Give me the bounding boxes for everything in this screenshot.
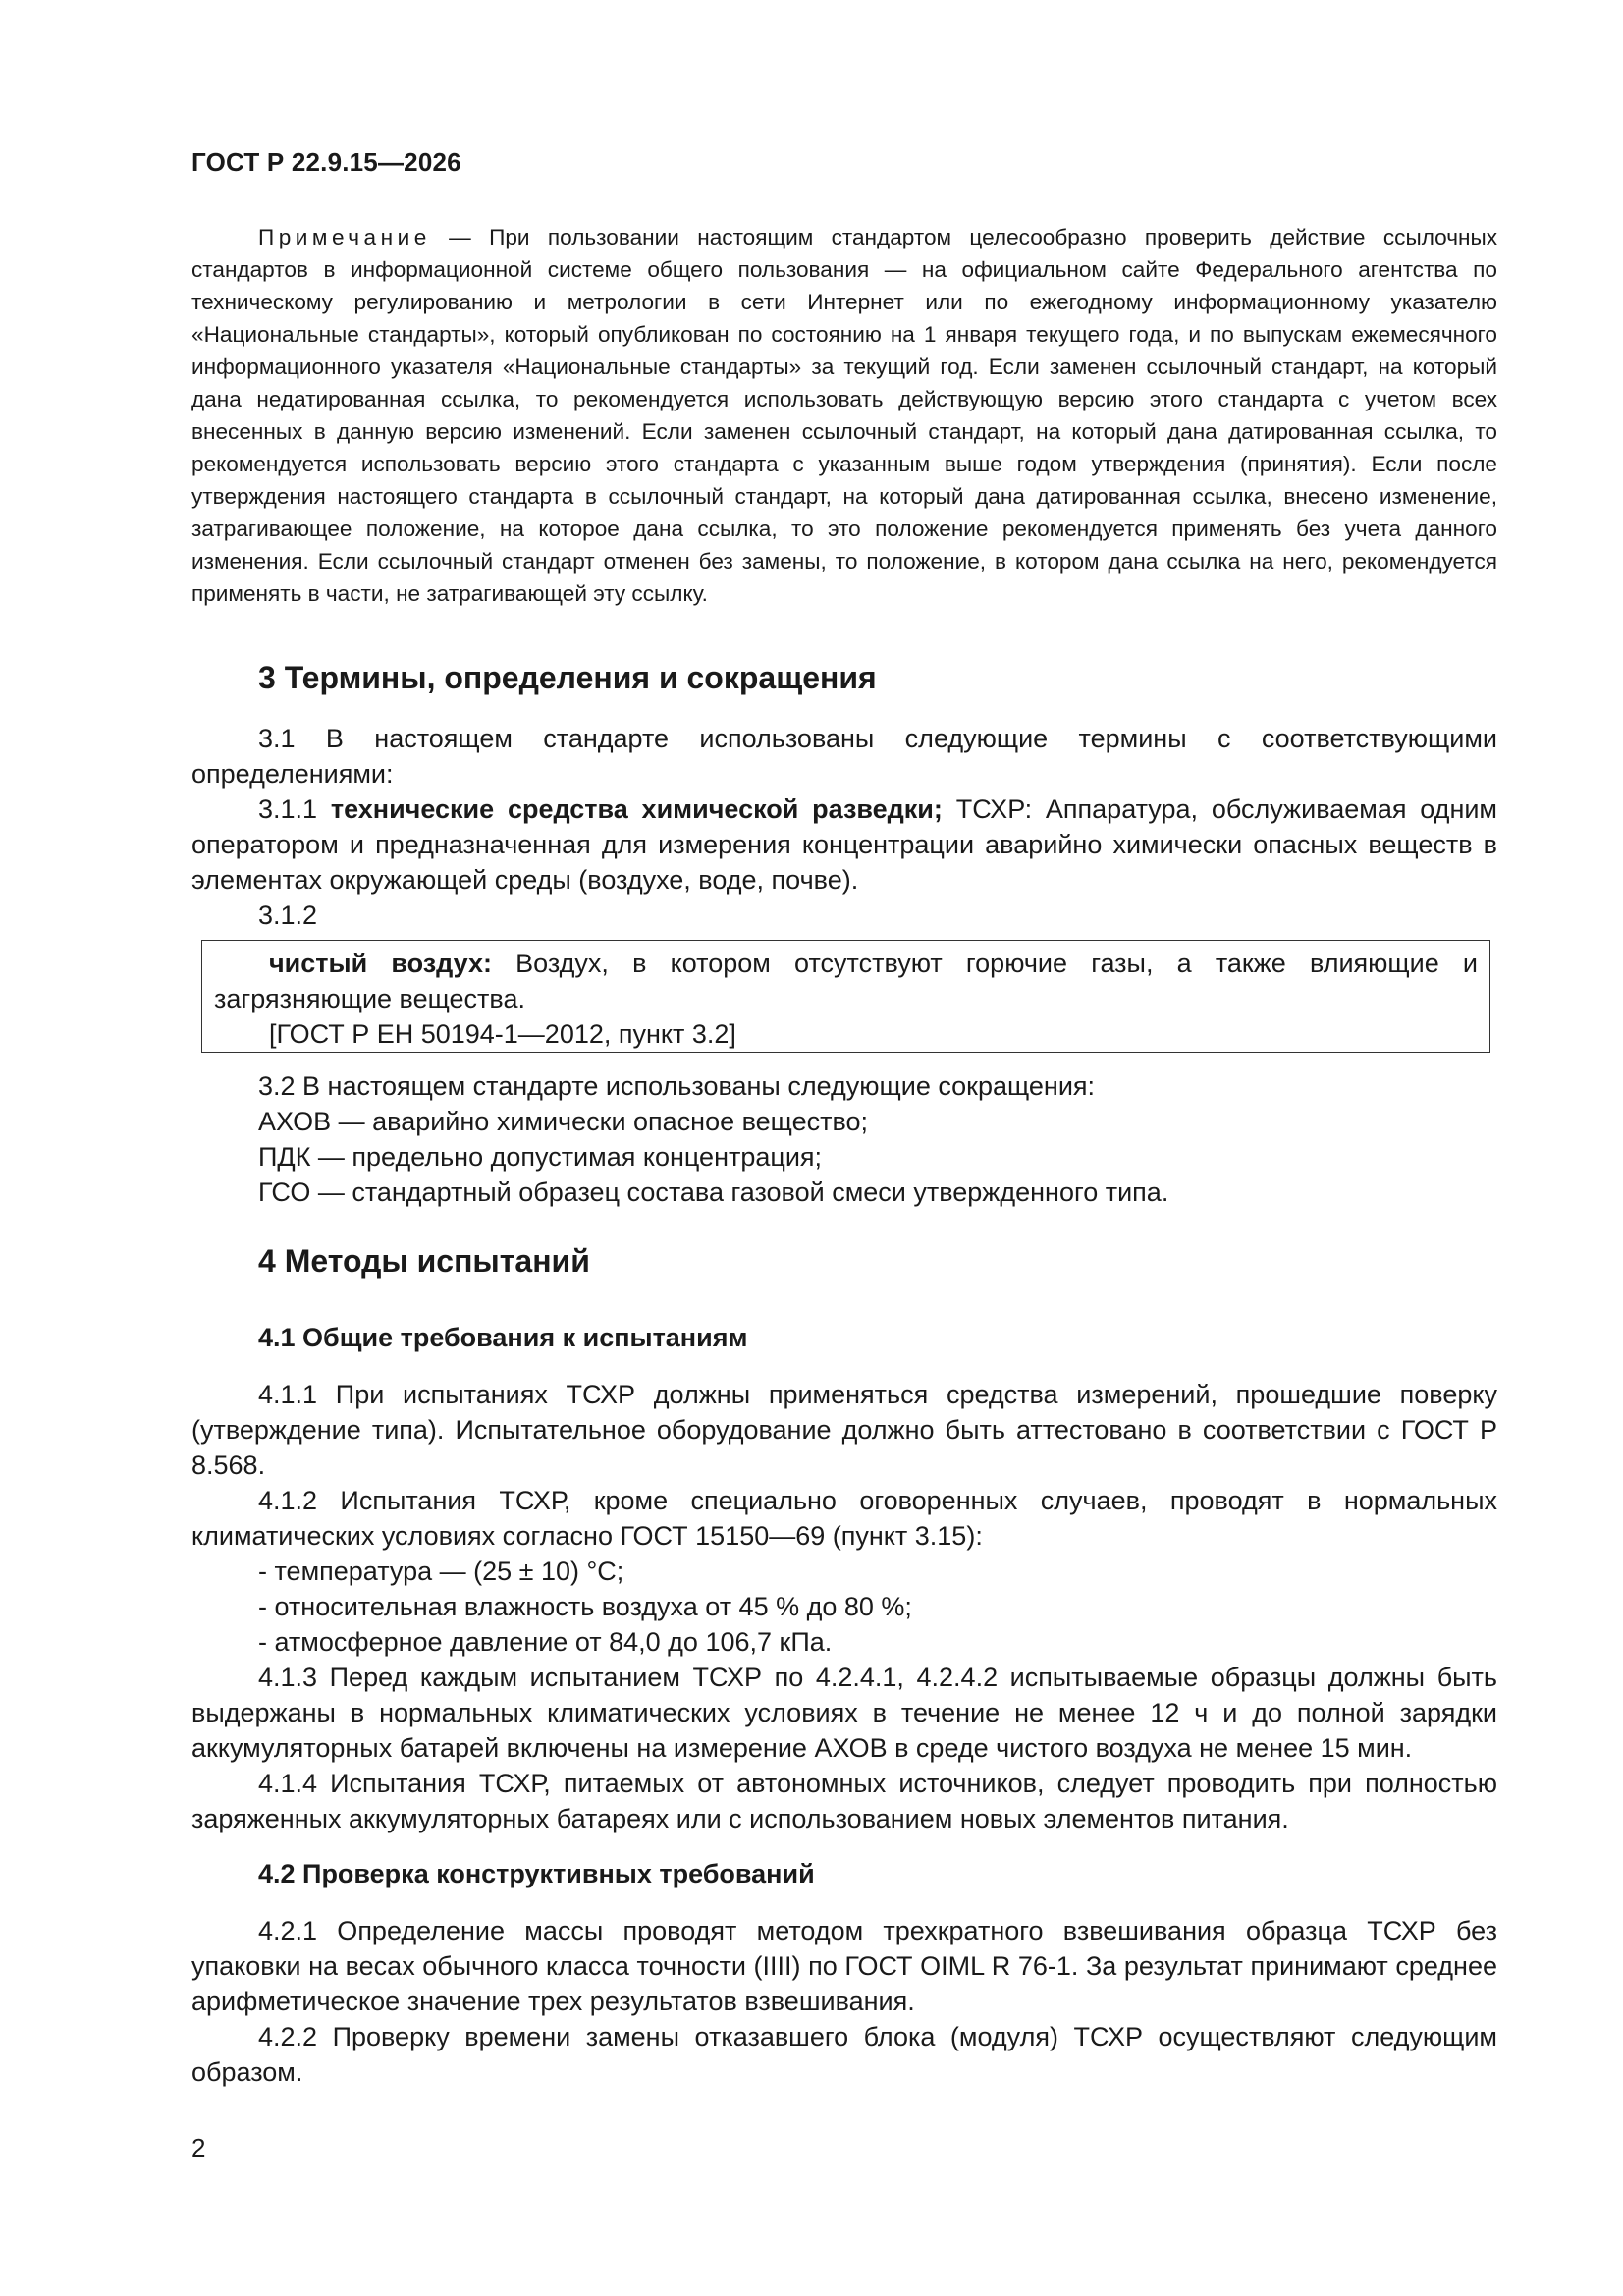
section-3-2 [191,1068,1497,1210]
paragraph-3-1-1-definition: ТСХР: Аппаратура, обслуживаемая одним оператором и предназначенная для измерения концентрации аварийно химически опасных веществ в элементах окружающей среды (воздухе, воде, почве). [191,794,1497,895]
note-label: Примечание [258,225,431,249]
abbreviation-item: АХОВ — аварийно химически опасное вещество; [258,1107,869,1136]
page-number: 2 [191,2133,206,2162]
paragraph-3-1: 3.1 В настоящем стандарте использованы следующие термины с соответствующими определениями: [191,724,1497,789]
paragraph-4-1-1: 4.1.1 При испытаниях ТСХР должны применяться средства измерений, прошедшие поверку (утверждение типа). Испытательное оборудование должно быть аттестовано в соответствии с ГОСТ Р 8.568. [191,1380,1497,1480]
subsection-4-1-heading: 4.1 Общие требования к испытаниям [258,1323,748,1352]
condition-item: - относительная влажность воздуха от 45 % до 80 %; [258,1592,912,1621]
term-clean-air: чистый воздух: [269,949,492,978]
term-tskhr: технические средства химической разведки; [330,794,943,824]
note-paragraph [191,221,1497,610]
document-header: ГОСТ Р 22.9.15—2026 [191,147,461,177]
abbreviation-item: ГСО — стандартный образец состава газовой смеси утвержденного типа. [258,1177,1169,1207]
note-text: — При пользовании настоящим стандартом целесообразно проверить действие ссылочных стандартов в информационной системе общего пользования — на официальном сайте Федерального агентства по техническому регулированию и метрологии в сети Интернет или по ежегодному информационному указателю «Национальные стандарты», который опубликован по состоянию на 1 января текущего года, и по выпускам ежемесячного информационного указателя «Национальные стандарты» за текущий год. Если заменен ссылочный стандарт, на который дана недатированная ссылка, то рекомендуется использовать действующую версию этого стандарта с учетом всех внесенных в данную версию изменений. Если заменен ссылочный стандарт, на который дана датированная ссылка, то рекомендуется использовать версию этого стандарта с указанным выше годом утверждения (принятия). Если после утверждения настоящего стандарта в ссылочный стандарт, на который дана датированная ссылка, внесено изменение, затрагивающее положение, на которое дана ссылка, то это положение рекомендуется применять без учета данного изменения. Если ссылочный стандарт отменен без замены, то положение, в котором дана ссылка на него, рекомендуется применять в части, не затрагивающей эту ссылку. [191,225,1497,606]
paragraph-3-1-1-number: 3.1.1 [258,794,331,824]
abbreviation-item: ПДК — предельно допустимая концентрация; [258,1142,823,1172]
paragraph-3-2: 3.2 В настоящем стандарте использованы следующие сокращения: [258,1071,1096,1101]
paragraph-4-1-3: 4.1.3 Перед каждым испытанием ТСХР по 4.2.4.1, 4.2.4.2 испытываемые образцы должны быть выдержаны в нормальных климатических условиях в течение не менее 12 ч и до полной зарядки аккумуляторных батарей включены на измерение АХОВ в среде чистого воздуха не менее 15 мин. [191,1663,1497,1763]
paragraph-4-1-4: 4.1.4 Испытания ТСХР, питаемых от автономных источников, следует проводить при полностью заряженных аккумуляторных батареях или с использованием новых элементов питания. [191,1769,1497,1833]
condition-item: - температура — (25 ± 10) °С; [258,1557,624,1586]
paragraph-3-1-2-number: 3.1.2 [258,901,318,930]
box-definition [214,946,1478,1016]
section-3-heading: 3 Термины, определения и сокращения [258,660,877,695]
section-3 [191,660,1497,933]
box-reference: [ГОСТ Р ЕН 50194-1—2012, пункт 3.2] [269,1019,736,1049]
paragraph-4-2-1: 4.2.1 Определение массы проводят методом трехкратного взвешивания образца ТСХР без упаковки на весах обычного класса точности (IIII) по ГОСТ OIML R 76-1. За результат принимают среднее арифметическое значение трех результатов взвешивания. [191,1916,1497,2016]
note-block [191,221,1497,610]
section-4 [191,1243,1497,2090]
term-definition-box [201,940,1490,1053]
subsection-4-2-heading: 4.2 Проверка конструктивных требований [258,1859,815,1888]
paragraph-4-2-2: 4.2.2 Проверку времени замены отказавшего блока (модуля) ТСХР осуществляют следующим образом. [191,2022,1497,2087]
section-4-heading: 4 Методы испытаний [258,1243,590,1279]
paragraph-4-1-2: 4.1.2 Испытания ТСХР, кроме специально оговоренных случаев, проводят в нормальных климатических условиях согласно ГОСТ 15150—69 (пункт 3.15): [191,1486,1497,1551]
paragraph-3-1-1 [191,792,1497,898]
clean-air-definition: Воздух, в котором отсутствуют горючие газы, а также влияющие и загрязняющие вещества. [214,949,1479,1013]
condition-item: - атмосферное давление от 84,0 до 106,7 кПа. [258,1627,833,1657]
